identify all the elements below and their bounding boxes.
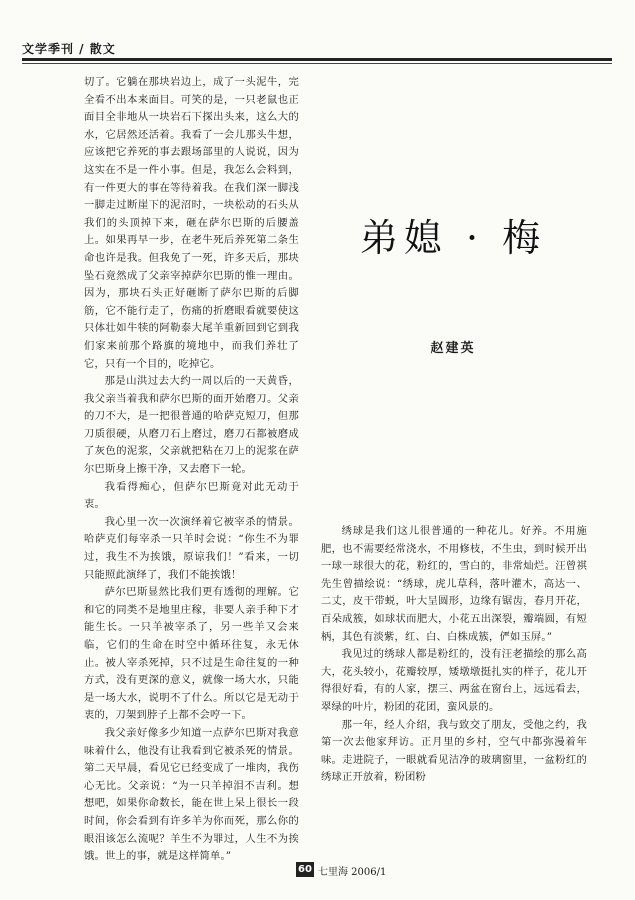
- paragraph: 我看得痴心，但萨尔巴斯竟对此无动于衷。: [84, 480, 299, 511]
- right-column-text: [321, 523, 587, 787]
- paragraph: 那是山洪过去大约一周以后的一天黄昏，我父亲当着我和萨尔巴斯的面开始磨刀。父亲的刀不大，是一把很普通的哈萨克短刀，但那刀质很硬，从磨刀石上磨过，磨刀石都被磨成了灰色的泥浆，父亲就把粘在刀上的泥浆在萨尔巴斯身上擦干净，又去磨下一轮。: [84, 375, 299, 476]
- paragraph: 那一年，经人介绍，我与致交了朋友，受他之约，我第一次去他家拜访。正月里的乡村，空气中都弥漫着年味。走进院子，一眼就看见洁净的玻璃窗里，一盆粉红的绣球正开放着，粉团粉: [321, 718, 587, 784]
- paragraph: 萨尔巴斯显然比我们更有透彻的理解。它和它的同类不是地里庄稼，非要人亲手种下才能生长。一只羊被宰杀了，另一些羊又会来临，它们的生命在时空中循环往复，永无休止。被人宰杀死掉，只不过是生命往复的一种方式，没有更深的意义，就像一场大水，只能是一场大水，说明不了什么。所以它是无动于衷的，刀架到脖子上都不会哼一下。: [84, 586, 299, 722]
- page-footer: [0, 860, 635, 880]
- paragraph: 我见过的绣球人都是粉红的，没有汪老描绘的那么高大，花头较小，花瓣较厚，矮墩墩挺扎实的样子，花儿开得很好看，有的人家，摆三、两盆在窗台上，远远看去，翠绿的叶片，粉团的花团，蛮风景的。: [321, 648, 587, 713]
- left-column-text: [84, 74, 299, 866]
- article-title: 弟媳 · 梅: [359, 216, 547, 260]
- page-number: 60: [296, 862, 314, 877]
- header-rule-thin: [22, 63, 612, 64]
- section-label: 文学季刊 / 散文: [22, 42, 116, 56]
- paragraph: 我心里一次一次演绎着它被宰杀的情景。哈萨克们每宰杀一只羊时会说：“你生不为罪过，我生不为挨饿，原谅我们！”看来，一切只能照此演绎了，我们不能挨饿！: [84, 515, 299, 581]
- journal-name: 七里海 2006/1: [318, 867, 387, 878]
- paragraph: 我父亲好像多少知道一点萨尔巴斯对我意味着什么，他没有让我看到它被杀死的情景。第二天早晨，看见它已经变成了一堆肉，我伤心无比。父亲说：“为一只羊掉泪不吉利。想想吧，如果你命数长，能在世上呆上很长一段时间，你会看到有许多羊为你而死，那么你的眼泪该怎么流呢？羊生不为罪过，人生不为挨饿。世上的事，就是这样简单。”: [84, 726, 299, 863]
- article-author: 赵建英: [430, 341, 476, 356]
- paragraph: 绣球是我们这儿很普通的一种花儿。好养。不用施肥，也不需要经常浇水，不用修枝，不生虫，到时候开出一球一球很大的花，粉红的，雪白的，非常灿烂。汪曾祺先生曾描绘说：“绣球，虎儿草科，落叶灌木，高达一、二丈，皮干带蜕，叶大呈圆形，边缘有锯齿，春月开花，百朵成簇，如球状而肥大，小花五出深裂，瓣端圆，有短柄，其色有淡紫，红、白、白株成簇，俨如玉屏。”: [321, 525, 587, 643]
- header-rule-thick: [22, 58, 612, 61]
- running-header: [22, 40, 612, 60]
- paragraph: 切了。它躺在那块岩边上，成了一头泥牛，完全看不出本来面目。可笑的是，一只老鼠也正面目全非地从一块岩石下探出头来，这么大的水，它居然还活着。我看了一会儿那头牛想，应该把它养死的事去跟场部里的人说说，因为这实在不是一件小事。但是，我怎么会料到，有一件更大的事在等待着我。在我们深一脚浅一脚走过断崖下的泥沼时，一块松动的石头从我们的头顶掉下来，砸在萨尔巴斯的后腰盖上。如果再早一步，在老牛死后养死第二条生命也许是我。但我免了一死，许多天后，那块坠石竟然成了父亲宰掉萨尔巴斯的惟一理由。因为，那块石头正好砸断了萨尔巴斯的后脚筋，它不能行走了，伤痛的折磨眼看就要使这只体壮如牛犊的阿勒泰大尾羊重新回到它到我们家来前那个路旗的境地中，而我们养壮了它，只有一个目的，吃掉它。: [84, 76, 299, 370]
